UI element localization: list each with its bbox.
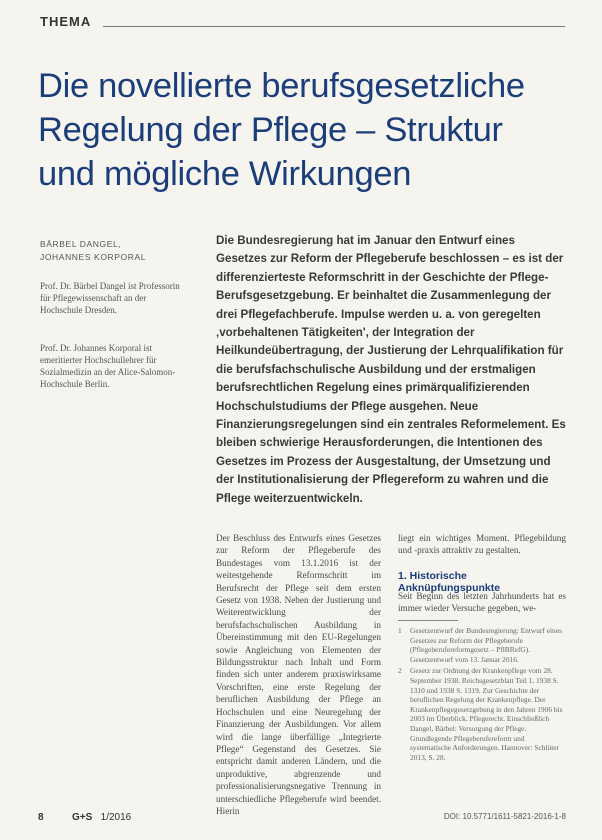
footnote-text: Gesetz zur Ordnung der Krankenpflege vom 28. September 1938. Reichsgesetzblatt Teil 1, 1938 S. 1310 und 1938 S. 1319. Zur Geschichte der beruflichen Regelung der Krankenpflege. Der Krankenpflegegesetzgebung in den Jahren 1906 bis 2003 im Überblick. Pflegerecht. Einschließlich Dangel, Bärbel: Versorgung der Pflege. Grundlegende Pflegeberufereform und systematische Anforderungen. Hannover: Schlüter 2013, S. 28. <box>410 666 563 762</box>
body-column-2: Seit Beginn des letzten Jahrhunderts hat es immer wieder Versuche gegeben, we- <box>398 591 566 614</box>
journal-info <box>72 812 131 823</box>
section-heading: 1. Historische Anknüpfungspunkte <box>398 570 501 594</box>
footnote-2 <box>398 666 566 762</box>
journal-name: G+S <box>72 812 93 823</box>
page-number: 8 <box>38 812 44 823</box>
footnote-1 <box>398 626 566 664</box>
author-bio-1: Prof. Dr. Bärbel Dangel ist Professorin für Pflegewissenschaft an der Hochschule Dresden. <box>40 281 180 315</box>
author-2: JOHANNES KORPORAL <box>40 252 147 262</box>
footnote-number: 1 <box>398 626 402 635</box>
footnotes <box>398 626 566 764</box>
footnote-number: 2 <box>398 666 402 676</box>
section-rule <box>103 26 565 27</box>
journal-issue: 1/2016 <box>100 812 132 823</box>
footnote-rule <box>398 620 458 621</box>
article-title: Die novellierte berufsgesetzliche Regelung der Pflege – Struktur und mögliche Wirkungen <box>38 67 525 193</box>
abstract: Die Bundesregierung hat im Januar den Entwurf eines Gesetzes zur Reform der Pflegeberufe beschlossen – es ist der differenzierteste Reformschritt in der Geschichte der Pflege-Berufsgesetzgebung. Er beinhaltet die Zusammenlegung der drei Pflegefachberufe. Impulse werden u. a. von geregelten ‚vorbehaltenen Tätigkeiten', der Integration der Heilkundeübertragung, der Justierung der Lehrqualifikation für die berufsfachschulische Ausbildung und der erstmaligen berufsrechtlichen Regelung eines primärqualifizierenden Hochschulstudiums der Pflege ausgehen. Neue Finanzierungsregelungen sind ein zentrales Reformelement. Es bleiben schwierige Herausforderungen, die Intentionen des Gesetzes im Prozess der Ausgestaltung, der Umsetzung und der Institutionalisierung der Pflegereform zu wahren und die Pflege weiterzuentwickeln. <box>216 234 566 505</box>
section-label: THEMA <box>40 14 92 29</box>
author-1: BÄRBEL DANGEL, <box>40 239 122 249</box>
footnote-text: Gesetzentwurf der Bundesregierung: Entwurf eines Gesetzes zur Reform der Pflegeberufe (Pflegeberufereformgesetz – PflBRefG). Gesetzentwurf vom 13. Januar 2016. <box>410 626 562 664</box>
author-bio-2: Prof. Dr. Johannes Korporal ist emeritierter Hochschullehrer für Sozialmedizin an der Alice-Salomon-Hochschule Berlin. <box>40 343 176 389</box>
doi: DOI: 10.5771/1611-5821-2016-1-8 <box>443 812 566 821</box>
body-column-2-top: liegt ein wichtiges Moment. Pflegebildung und -praxis attraktiv zu gestalten. <box>398 533 566 556</box>
body-column-1: Der Beschluss des Entwurfs eines Gesetzes zur Reform der Pflegeberufe des Bundestages vom 13.1.2016 ist der weitestgehende Reformschritt im Berufsrecht der Pflege seit dem ersten Gesetz von 1938. Neben der Justierung und Weiterentwicklung der berufsfachschulischen Ausbildung in Übereinstimmung mit den EU-Regelungen sowie Angleichung von Elementen der Bildungsstruktur nach Inhalt und Form finden sich unter anderem praxiswirksame Vorschriften, eine erste Regelung der beruflichen Ausbildung der Pflege an Hochschulen und eine Neuregelung der Finanzierung der Ausbildungen. Vor allem wird die lange überfällige „Integrierte Pflege“ Gegenstand des Gesetzes. Sie entspricht damit anderen Ländern, und die unproduktive, abgrenzende und professionalisierungsnegative Trennung in unterschiedliche Pflegeberufe wird beendet. Hierin <box>216 533 381 816</box>
authors <box>40 238 190 264</box>
